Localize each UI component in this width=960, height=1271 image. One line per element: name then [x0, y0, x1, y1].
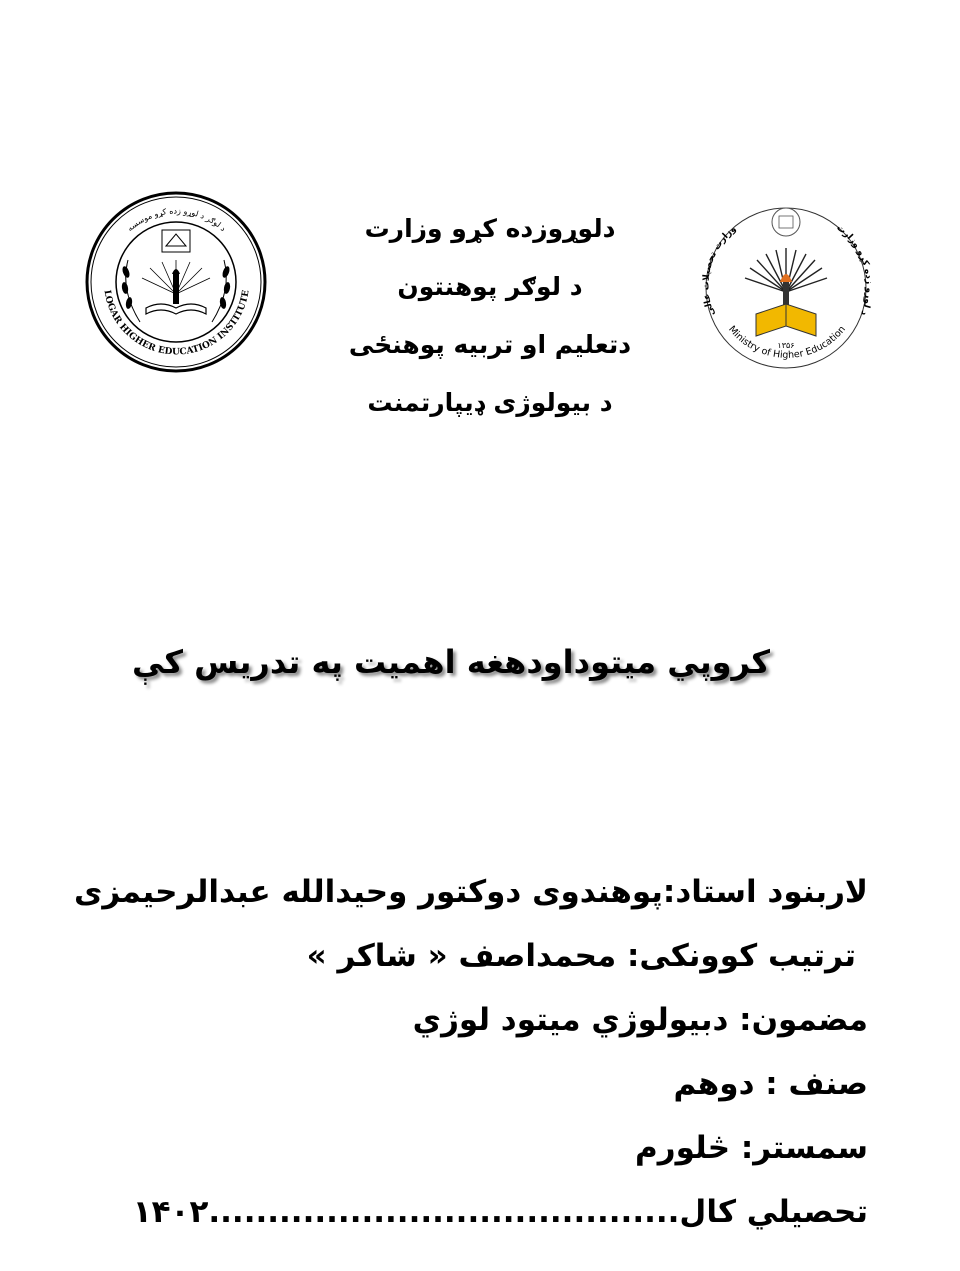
right-seal-text: Ministry of Higher Education: [726, 323, 848, 361]
ministry-name: دلوړوزده کړو وزارت: [364, 214, 616, 243]
academic-year-line: تحصيلي کال........................................۱۴۰۲: [132, 1194, 868, 1230]
left-seal-text-top: د لوګر د لوړو زده کړو موسسه: [125, 206, 228, 234]
document-info: [73, 860, 868, 1244]
subject-line: مضمون: دبیولوژي میتود لوژي: [412, 1002, 868, 1038]
logar-institute-seal: [84, 190, 269, 375]
supervisor-line: لاربنود استاد:پوهندوی دوکتور وحیدالله عبدالرحیمزی: [73, 874, 868, 910]
compiler-line: ترتیب کوونکی: محمداصف « شاکر »: [306, 938, 856, 974]
university-name: د لوګر پوهنتون: [397, 272, 583, 301]
institution-header: [330, 200, 650, 432]
semester-line: سمستر: څلورم: [635, 1130, 868, 1166]
faculty-name: دتعلیم او تربیه پوهنځی: [348, 330, 632, 359]
class-line: صنف : دوهم: [673, 1066, 868, 1102]
left-seal-text: LOGAR HIGHER EDUCATION INSTITUTE: [101, 289, 252, 358]
right-seal-text-top: وزارت تحصیلات عالی: [701, 224, 739, 318]
ministry-seal: [700, 196, 872, 376]
right-seal-year: ۱۳۵۶: [777, 341, 795, 350]
department-name: د بیولوژی ډیپارتمنت: [367, 388, 613, 417]
logar-institute-seal-icon: [84, 190, 269, 375]
right-seal-text-side: د لو ه کړو وزارت: [834, 222, 872, 317]
document-title: کروپي میتوداودهغه اهمیت په تدریس کې: [132, 643, 770, 681]
ministry-seal-icon: [700, 196, 872, 376]
